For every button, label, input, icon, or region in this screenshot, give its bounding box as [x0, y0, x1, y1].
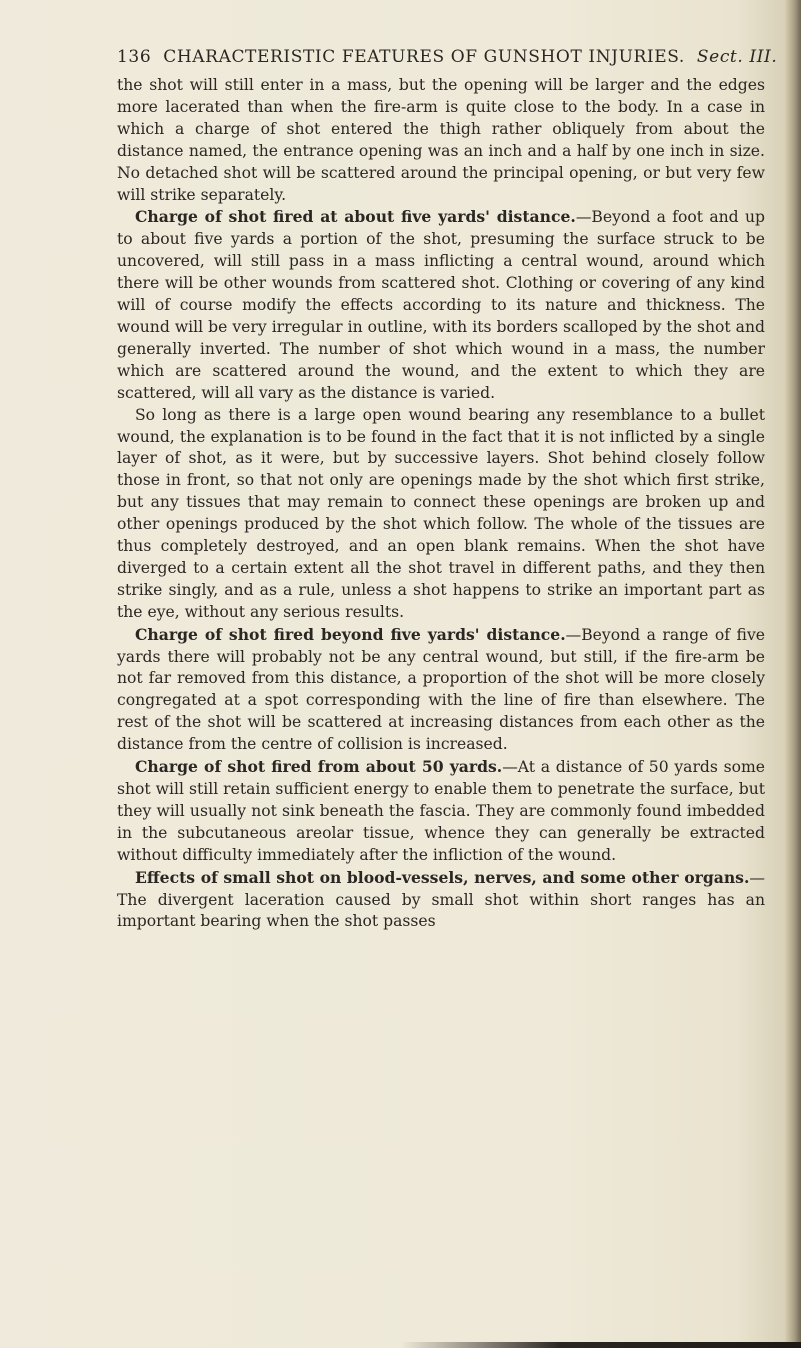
chapter-title: CHARACTERISTIC FEATURES OF GUNSHOT INJURIES. [163, 47, 685, 67]
paragraph-heading: Charge of shot fired beyond five yards' distance. [135, 624, 566, 644]
paragraph-successive-layers [117, 405, 765, 624]
running-head [117, 45, 778, 69]
paragraph-heading: Effects of small shot on blood-vessels, nerves, and some other organs. [135, 867, 750, 887]
paragraph-text: —At a distance of 50 yards some shot will still retain sufficient energy to enable them to penetrate the surface, but they will usually not sink beneath the fascia. They are commonly found imbedded in the subcutaneous areolar tissue, whence they can generally be extracted without difficulty immediately after the infliction of the wound. [117, 758, 765, 864]
paragraph-text: So long as there is a large open wound bearing any resemblance to a bullet wound, the explanation is to be found in the fact that it is not inflicted by a single layer of shot, as it were, but by successive layers. Shot behind closely follow those in front, so that not only are openings made by the shot which first strike, but any tissues that may remain to connect these openings are broken up and other openings produced by the shot which follow. The whole of the tissues are thus completely destroyed, and an open blank remains. When the shot have diverged to a certain extent all the shot travel in different paths, and they then strike singly, and as a rule, unless a shot happens to strike an important part as the eye, without any serious results. [117, 405, 765, 621]
paragraph-small-shot-effects [117, 867, 765, 934]
page-binding-edge [785, 0, 801, 1348]
paragraph-heading: Charge of shot fired at about five yards' distance. [135, 207, 576, 227]
page-number: 136 [117, 47, 152, 67]
paragraph-text: the shot will still enter in a mass, but the opening will be larger and the edges more lacerated than when the fire-arm is quite close to the body. In a case in which a charge of shot entered the thigh rather obliquely from about the distance named, the entrance opening was an inch and a half by one inch in size. No detached shot will be scattered around the principal opening, or but very few will strike separately. [117, 76, 765, 204]
paragraph-continuation [117, 75, 765, 206]
paragraph-five-yards [117, 206, 765, 404]
paragraph-heading: Charge of shot fired from about 50 yards. [135, 757, 503, 777]
paragraph-text: —The divergent laceration caused by small shot within short ranges has an important bearing when the shot passes [117, 868, 765, 931]
paragraph-fifty-yards [117, 756, 765, 867]
page-bottom-shadow [400, 1342, 801, 1348]
paragraph-beyond-five-yards [117, 624, 765, 756]
paragraph-text: —Beyond a foot and up to about five yards a portion of the shot, presuming the surface struck to be uncovered, will still pass in a mass inflicting a central wound, around which there will be other wounds from scattered shot. Clothing or covering of any kind will of course modify the effects according to its nature and thickness. The wound will be very irregular in outline, with its borders scalloped by the shot and generally inverted. The number of shot which wound in a mass, the number which are scattered around the wound, and the extent to which they are scattered, will all vary as the distance is varied. [117, 208, 765, 402]
section-label: Sect. III. [696, 47, 778, 67]
page-content [117, 45, 778, 933]
paragraph-text: —Beyond a range of five yards there will probably not be any central wound, but still, if the fire-arm be not far removed from this distance, a proportion of the shot will be more closely congregated at a spot corresponding with the line of fire than elsewhere. The rest of the shot will be scattered at increasing distances from each other as the distance from the centre of collision is increased. [117, 625, 765, 754]
